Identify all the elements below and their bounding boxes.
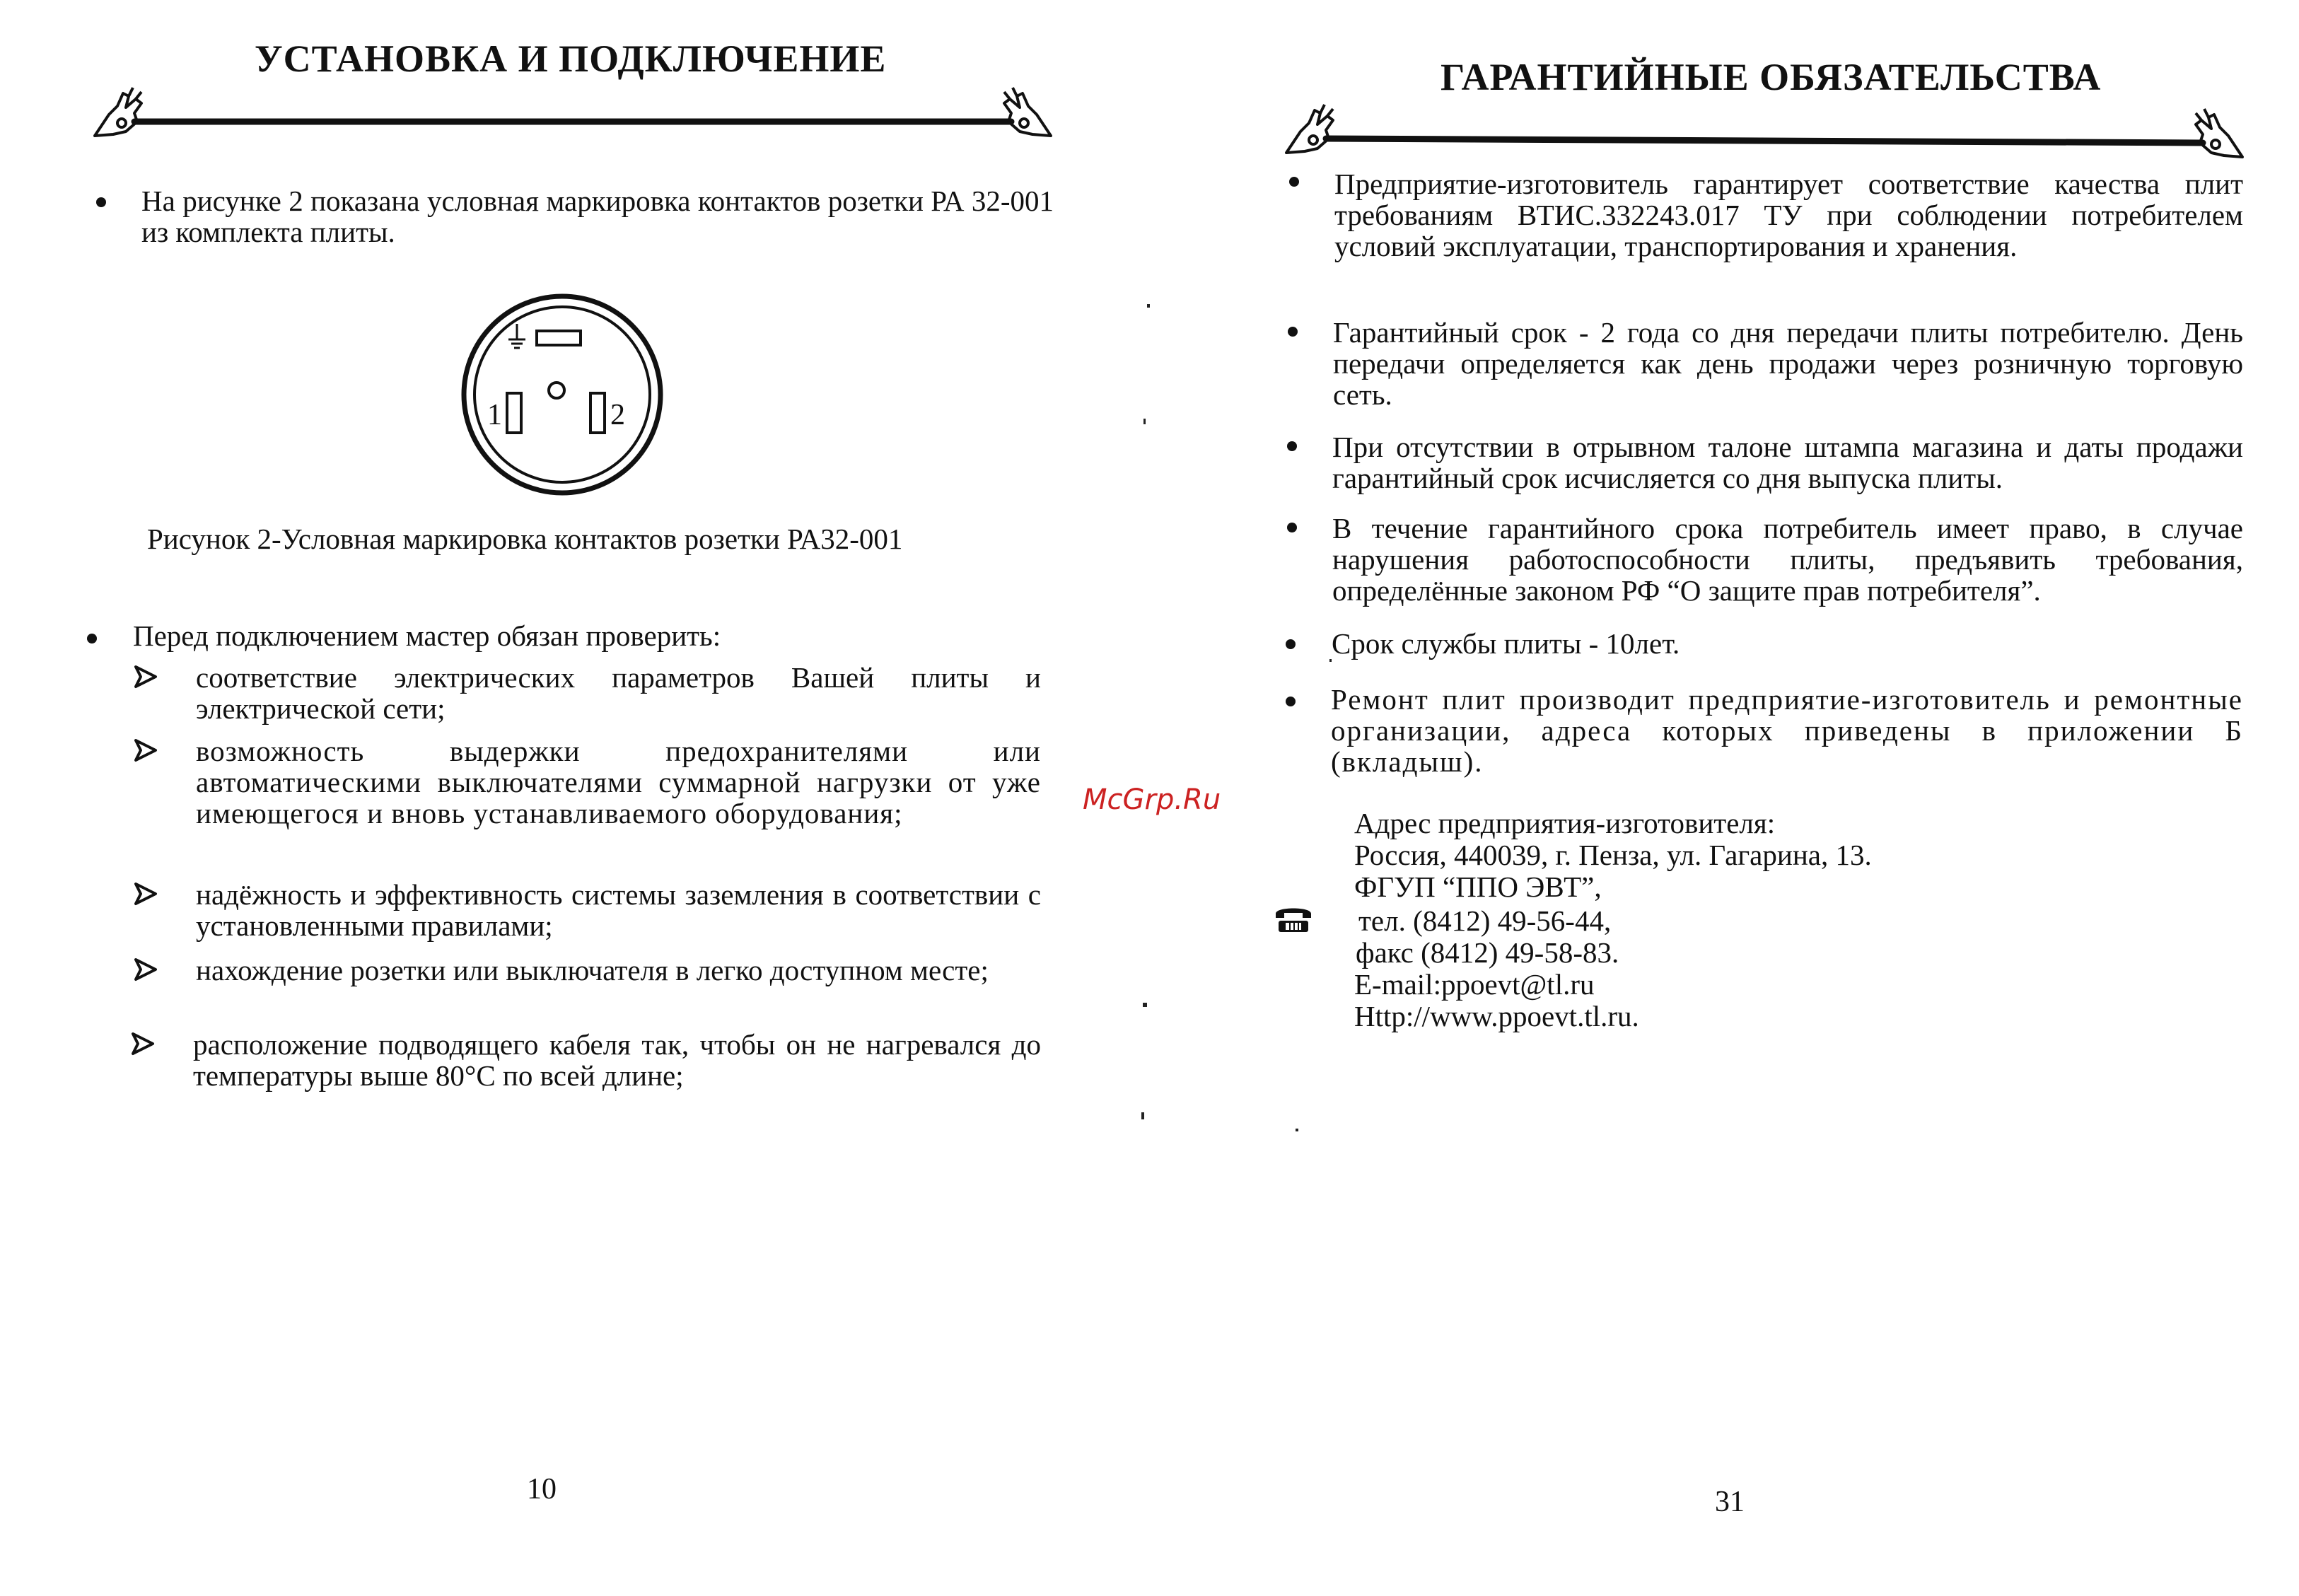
bullet-icon	[1287, 441, 1297, 451]
check-item-text: нахождение розетки или выключателя в легко доступном месте;	[196, 954, 989, 986]
check-bullet-text: Перед подключением мастер обязан проверить:	[133, 619, 721, 652]
check-item	[193, 1029, 1041, 1091]
check-item-text: расположение подводящего кабеля так, чтобы он не нагревался до температуры выше 80°С по всей длине;	[193, 1028, 1041, 1092]
ground-symbol-icon	[508, 324, 525, 348]
scan-speck	[1329, 659, 1332, 662]
check-item-text: надёжность и эффективность системы заземления в соответствии с установленными правилами;	[196, 878, 1041, 942]
address-website[interactable]: Http://www.ppoevt.tl.ru.	[1354, 1000, 1639, 1032]
check-item-text: возможность выдержки предохранителями или автоматическими выключателями суммарной нагрузки от уже имеющегося и вновь устанавливаемого оборудования;	[196, 735, 1041, 829]
warranty-bullet-text: Предприятие-изготовитель гарантирует соответствие качества плит требованиям ВТИС.332243.017 ТУ при соблюдении потребителем условий эксплуатации, транспортирования и хранения.	[1334, 168, 2243, 262]
address-fax: факс (8412) 49-58-83.	[1356, 936, 1619, 969]
check-bullet	[133, 620, 1052, 651]
address-street: Россия, 440039, г. Пенза, ул. Гагарина, 13.	[1354, 839, 1872, 871]
address-heading: Адрес предприятия-изготовителя:	[1354, 807, 1776, 839]
contact-1	[507, 393, 521, 433]
check-item	[196, 879, 1041, 941]
hand-ornament-icon	[1004, 88, 1051, 136]
right-page	[1149, 0, 2299, 1596]
title-rule	[85, 78, 1061, 156]
intro-bullet-text: На рисунке 2 показана условная маркировка контактов розетки РА 32-001 из комплекта плиты.	[141, 185, 1054, 248]
bullet-icon	[96, 197, 106, 207]
bullet-icon	[1287, 523, 1297, 532]
check-item-text: соответствие электрических параметров Вашей плиты и электрической сети;	[196, 661, 1041, 725]
arrowhead-icon	[134, 882, 158, 906]
title-rule	[1276, 98, 2252, 175]
scan-speck	[1143, 1003, 1147, 1007]
socket-diagram	[456, 289, 668, 501]
address-org: ФГУП “ППО ЭВТ”,	[1354, 870, 1602, 903]
bullet-icon	[1286, 697, 1296, 706]
address-email[interactable]: E-mail:ppoevt@tl.ru	[1354, 968, 1595, 1001]
scan-speck	[1147, 304, 1150, 308]
telephone-icon	[1273, 902, 1314, 935]
check-item	[196, 735, 1041, 829]
contact-label-2: 2	[610, 399, 625, 431]
page-number: 10	[527, 1473, 557, 1505]
warranty-bullet-text: При отсутствии в отрывном талоне штампа магазина и даты продажи гарантийный срок исчисляется со дня выпуска плиты.	[1332, 431, 2243, 494]
scan-speck	[1296, 1129, 1298, 1131]
figure-caption: Рисунок 2-Условная маркировка контактов розетки РА32-001	[147, 523, 903, 555]
hand-ornament-icon	[1286, 105, 1333, 153]
bullet-icon	[1288, 327, 1298, 337]
warranty-bullet	[1332, 513, 2243, 606]
warranty-bullet	[1333, 317, 2243, 410]
arrowhead-icon	[134, 738, 158, 762]
hand-ornament-icon	[95, 88, 141, 136]
warranty-bullet-text: Ремонт плит производит предприятие-изготовитель и ремонтные организации, адреса которых приведены в приложении Б (вкладыш).	[1331, 683, 2243, 778]
contact-label-1: 1	[487, 399, 502, 431]
check-item	[196, 662, 1041, 724]
scan-speck	[1143, 419, 1146, 424]
arrowhead-icon	[134, 957, 158, 982]
hand-ornament-icon	[2196, 109, 2242, 157]
center-hole	[549, 383, 564, 398]
bullet-icon	[87, 634, 97, 643]
bullet-icon	[1289, 177, 1299, 187]
bullet-icon	[1286, 639, 1296, 649]
ground-contact	[537, 331, 581, 345]
arrowhead-icon	[131, 1032, 155, 1056]
warranty-bullet-text: Срок службы плиты - 10лет.	[1332, 627, 1680, 660]
arrowhead-icon	[134, 665, 158, 689]
warranty-bullet-text: В течение гарантийного срока потребитель имеет право, в случае нарушения работоспособности плиты, предъявить требования, определённые законом РФ “О защите прав потребителя”.	[1332, 512, 2243, 607]
warranty-bullet	[1332, 628, 2243, 659]
warranty-bullet	[1334, 168, 2243, 262]
left-page	[0, 0, 1149, 1596]
warranty-bullet	[1332, 431, 2243, 494]
warranty-bullet	[1331, 684, 2243, 777]
page-title: УСТАНОВКА И ПОДКЛЮЧЕНИЕ	[255, 37, 887, 80]
watermark: McGrp.Ru	[1083, 784, 1221, 816]
intro-bullet	[141, 185, 1054, 247]
scan-speck	[1141, 1112, 1144, 1119]
warranty-bullet-text: Гарантийный срок - 2 года со дня передачи плиты потребителю. День передачи определяется как день продажи через розничную торговую сеть.	[1333, 316, 2243, 411]
address-phone: тел. (8412) 49-56-44,	[1358, 904, 1612, 937]
check-item	[196, 955, 1041, 986]
page-title: ГАРАНТИЙНЫЕ ОБЯЗАТЕЛЬСТВА	[1440, 56, 2102, 98]
page-number: 31	[1715, 1486, 1745, 1518]
contact-2	[590, 393, 605, 433]
